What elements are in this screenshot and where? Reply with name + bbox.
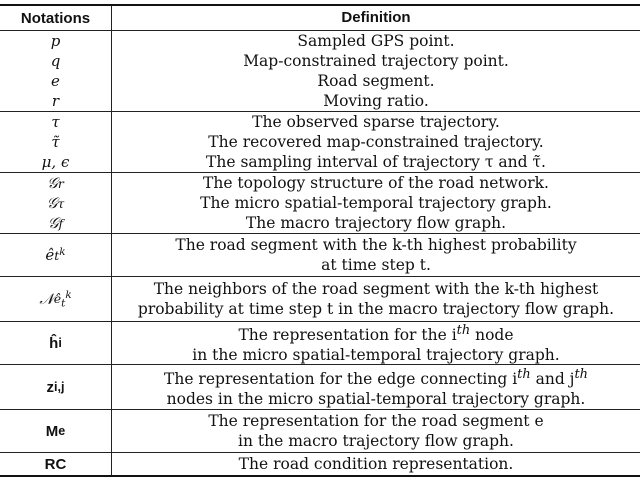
definition-line: The road segment with the k-th highest probability — [175, 236, 577, 254]
definition-line: at time step t. — [321, 256, 431, 274]
table-row — [0, 193, 640, 213]
definition-cell — [112, 173, 640, 193]
notation-table — [0, 4, 640, 477]
definition-line: Map-constrained trajectory point. — [243, 52, 509, 70]
definition-cell — [112, 453, 640, 475]
notation-cell: e — [0, 71, 112, 91]
header-definition: Definition — [341, 9, 411, 26]
definition-line: in the micro spatial-temporal trajectory graph. — [192, 346, 560, 365]
notation-cell: RC — [0, 453, 112, 475]
notation-cell: M e — [0, 410, 112, 452]
definition-cell — [112, 322, 640, 364]
definition-cell — [112, 213, 640, 233]
definition-line: The macro trajectory flow graph. — [245, 214, 507, 232]
definition-line: The road condition representation. — [238, 455, 514, 473]
definition-line: Sampled GPS point. — [297, 32, 455, 50]
notation-cell: τ — [0, 112, 112, 132]
definition-cell — [112, 365, 640, 409]
definition-line: The neighbors of the road segment with the k-th highest — [153, 280, 599, 298]
notation-cell: p — [0, 31, 112, 51]
table-row — [0, 365, 640, 409]
definition-line: The representation for the $i^{th}$ node — [238, 322, 514, 345]
notation-cell: z i,j — [0, 365, 112, 409]
notation-cell: 𝒢 r — [0, 173, 112, 193]
definition-line: probability at time step t in the macro trajectory flow graph. — [137, 300, 615, 318]
table-row — [0, 152, 640, 172]
table-row — [0, 410, 640, 452]
notation-cell: ĥ i — [0, 322, 112, 364]
table-row — [0, 322, 640, 364]
table-row — [0, 51, 640, 71]
notation-cell: r — [0, 91, 112, 111]
table-row — [0, 71, 640, 91]
notation-cell: 𝒢 f — [0, 213, 112, 233]
table-row — [0, 213, 640, 233]
definition-line: The sampling interval of trajectory τ and τ̃. — [206, 153, 546, 171]
definition-cell — [112, 51, 640, 71]
definition-line: The topology structure of the road network. — [203, 174, 549, 192]
definition-line: Road segment. — [317, 72, 435, 90]
definition-line: The representation for the road segment e — [208, 412, 544, 430]
notation-cell: μ, ϵ — [0, 152, 112, 172]
notation-cell: q — [0, 51, 112, 71]
table-row — [0, 132, 640, 152]
header-row — [0, 6, 640, 30]
table-body — [0, 31, 640, 475]
definition-line: The micro spatial-temporal trajectory graph. — [200, 194, 552, 212]
table-row — [0, 173, 640, 193]
definition-cell — [112, 234, 640, 276]
definition-line: nodes in the micro spatial-temporal trajectory graph. — [166, 390, 586, 409]
header-notations: Notations — [0, 6, 112, 30]
table-row — [0, 31, 640, 51]
definition-cell — [112, 410, 640, 452]
definition-line: The observed sparse trajectory. — [252, 113, 500, 131]
notation-cell: 𝒢 τ — [0, 193, 112, 213]
table-row — [0, 91, 640, 111]
notation-cell: τ̃ — [0, 132, 112, 152]
definition-line: in the macro trajectory flow graph. — [238, 432, 514, 450]
bottom-rule — [0, 475, 640, 477]
definition-line: Moving ratio. — [323, 92, 429, 110]
definition-line: The representation for the edge connecting $i^{th}$ and $j^{th}$ — [164, 366, 588, 389]
notation-cell: ê $t^k$ — [0, 234, 112, 276]
definition-cell — [112, 193, 640, 213]
definition-cell — [112, 91, 640, 111]
definition-cell — [112, 71, 640, 91]
definition-cell — [112, 31, 640, 51]
definition-cell — [112, 152, 640, 172]
definition-line: The recovered map-constrained trajectory. — [208, 133, 544, 151]
table-row — [0, 234, 640, 276]
table-row — [0, 277, 640, 321]
notation-cell: 𝒩 $ê_t^k$ — [0, 277, 112, 321]
definition-cell — [112, 112, 640, 132]
table-row — [0, 453, 640, 475]
table-row — [0, 112, 640, 132]
definition-cell — [112, 277, 640, 321]
definition-cell — [112, 132, 640, 152]
